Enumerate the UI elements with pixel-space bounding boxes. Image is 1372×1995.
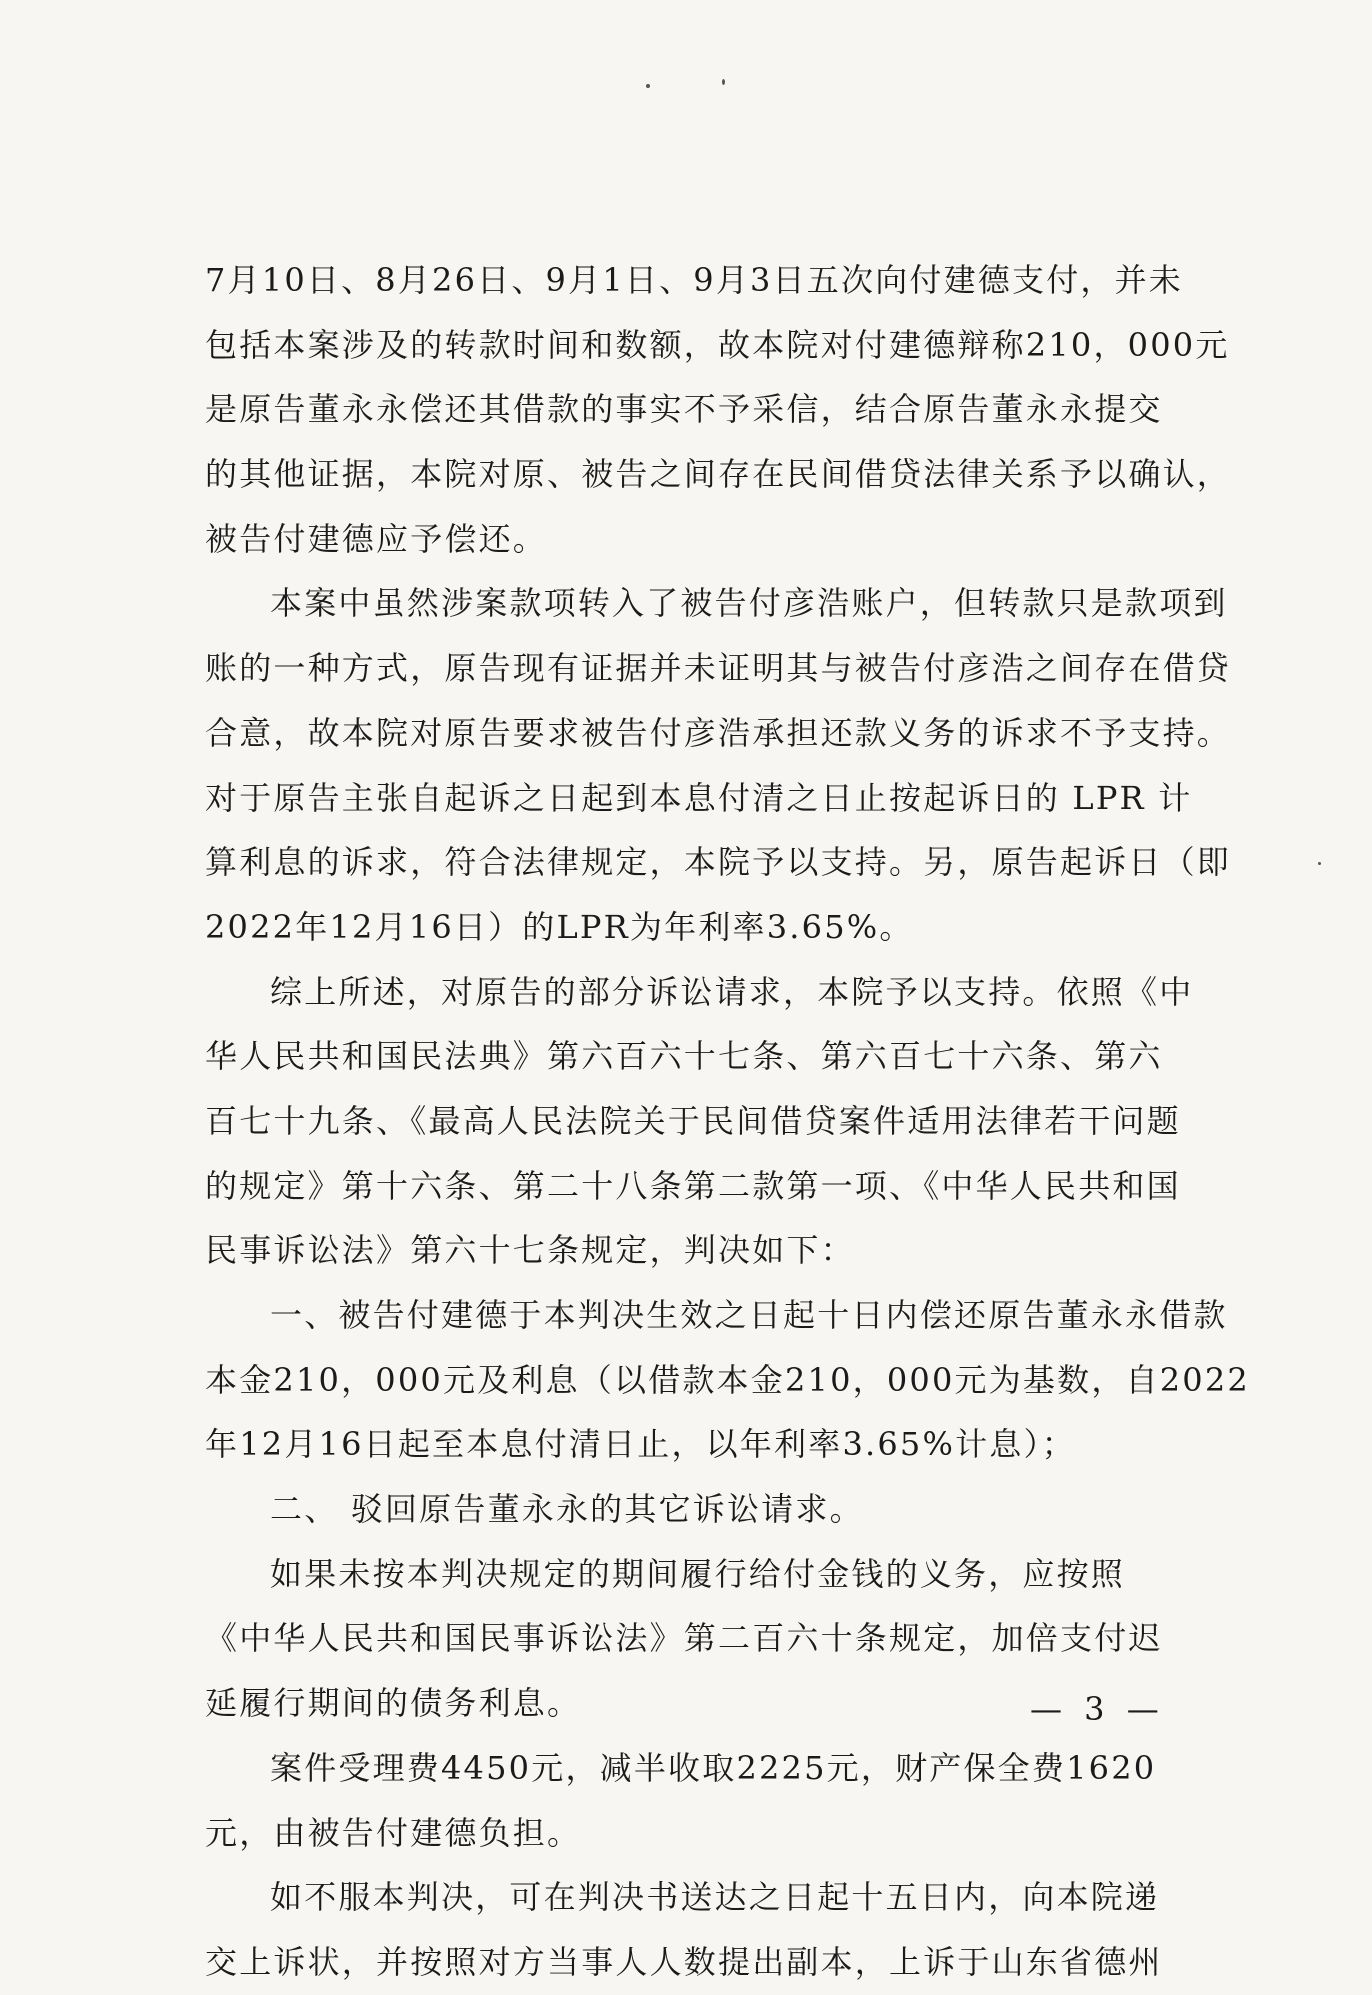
text-line: 算利息的诉求，符合法律规定，本院予以支持。另，原告起诉日（即 (205, 843, 1232, 882)
text-line: 本金210，000元及利息（以借款本金210，000元为基数，自2022 (205, 1360, 1250, 1399)
text-line: 年12月16日起至本息付清日止，以年利率3.65%计息）； (205, 1425, 1076, 1464)
text-line: 元，由被告付建德负担。 (205, 1813, 582, 1852)
page-number: — 3 — (1030, 1690, 1165, 1728)
text-line: 华人民共和国民法典》第六百六十七条、第六百七十六条、第六 (205, 1037, 1163, 1076)
text-line: 2022年12月16日）的LPR为年利率3.65%。 (205, 907, 914, 946)
text-line: 对于原告主张自起诉之日起到本息付清之日止按起诉日的 LPR 计 (205, 778, 1193, 817)
text-line: 民事诉讼法》第六十七条规定，判决如下： (205, 1231, 855, 1270)
document-body (205, 248, 1250, 1995)
text-line: 账的一种方式，原告现有证据并未证明其与被告付彦浩之间存在借贷 (205, 649, 1232, 688)
text-line: 包括本案涉及的转款时间和数额，故本院对付建德辩称210，000元 (205, 325, 1230, 364)
text-line: 二、 驳回原告董永永的其它诉讼请求。 (270, 1490, 864, 1529)
text-line: 案件受理费4450元，减半收取2225元，财产保全费1620 (270, 1748, 1157, 1787)
text-line: 的其他证据，本院对原、被告之间存在民间借贷法律关系予以确认， (205, 455, 1232, 494)
text-line: 如果未按本判决规定的期间履行给付金钱的义务，应按照 (270, 1554, 1126, 1593)
text-line: 是原告董永永偿还其借款的事实不予采信，结合原告董永永提交 (205, 390, 1163, 429)
scan-speck (646, 84, 650, 88)
text-line: 延履行期间的债务利息。 (205, 1684, 582, 1723)
scan-speck (722, 79, 725, 85)
text-line: 交上诉状，并按照对方当事人人数提出副本，上诉于山东省德州 (205, 1942, 1163, 1981)
text-line: 百七十九条、《最高人民法院关于民间借贷案件适用法律若干问题 (205, 1101, 1181, 1140)
text-line: 本案中虽然涉案款项转入了被告付彦浩账户，但转款只是款项到 (270, 584, 1228, 623)
text-line: 一、被告付建德于本判决生效之日起十日内偿还原告董永永借款 (270, 1296, 1228, 1334)
text-line: 7月10日、8月26日、9月1日、9月3日五次向付建德支付，并未 (205, 261, 1183, 299)
text-line: 合意，故本院对原告要求被告付彦浩承担还款义务的诉求不予支持。 (205, 713, 1232, 752)
text-line: 被告付建德应予偿还。 (205, 519, 548, 558)
text-line: 如不服本判决，可在判决书送达之日起十五日内，向本院递 (270, 1878, 1160, 1917)
text-line: 《中华人民共和国民事诉讼法》第二百六十条规定，加倍支付迟 (205, 1619, 1163, 1658)
scan-speck (1318, 862, 1321, 865)
text-line: 的规定》第十六条、第二十八条第二款第一项、《中华人民共和国 (205, 1166, 1181, 1205)
text-line: 综上所述，对原告的部分诉讼请求，本院予以支持。依照《中 (270, 972, 1194, 1011)
